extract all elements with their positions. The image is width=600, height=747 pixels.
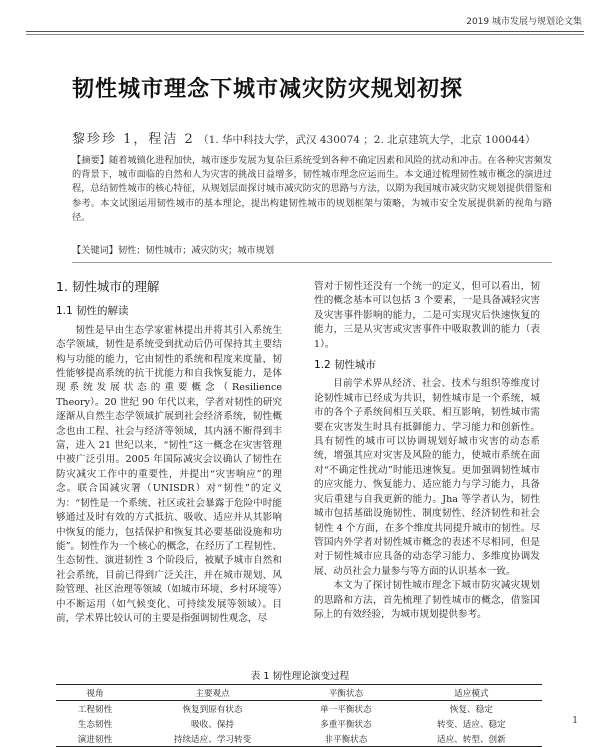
- paper-title: 韧性城市理念下城市减灾防灾规划初探: [72, 77, 464, 102]
- right-column: [314, 280, 540, 622]
- keywords-text: 韧性；韧性城市；减灾防灾；城市规划: [117, 245, 275, 256]
- table-header-cell: 视角: [86, 688, 104, 699]
- table-row: [56, 716, 542, 731]
- table-cell: 演进韧性: [77, 734, 113, 745]
- table-cell: 持续适应、学习转变: [173, 734, 252, 745]
- subsection-heading-1-1: 1.1 韧性的解读: [56, 305, 129, 318]
- section-heading-1: 1. 韧性城市的理解: [56, 279, 160, 294]
- subsection-heading-1-2: 1.2 韧性城市: [314, 359, 377, 372]
- table-caption: 表 1 韧性理论演变过程: [250, 671, 350, 682]
- body-paragraph: 管对于韧性还没有一个统一的定义，但可以看出，韧性的概念基本可以包括 3 个要素，一是具备减轻灾害及灾害事件影响的能力，二是可实现灾后快速恢复的能力，三是从灾害或灾害事件中吸取教训的能力（表 1）。: [314, 281, 540, 350]
- table-header-row: [56, 685, 542, 701]
- journal-header: 2019 城市发展与规划论文集: [466, 17, 582, 27]
- table-cell: 生态韧性: [77, 719, 113, 730]
- resilience-stages-table: [56, 684, 542, 747]
- header-rule: [26, 31, 584, 32]
- body-paragraph: 韧性是早由生态学家霍林提出并将其引入系统生态学领域，韧性是系统受到扰动后仍可保持其主要结构与功能的能力，它由韧性的系统和程度来度量，韧性能够提高系统的抗干扰能力和自我恢复能力，是体现系统发展状态的重要概念（Resilience Theory）。20 世纪 90 年代以来，学者对韧性的研究逐渐从自然生态学领域扩展到社会经济系统，韧性概念也由工程、社会与经济等领域，其内涵不断得到丰富，进入 21 世纪以来，“韧性”这一概念在灾害管理中被广泛引用。2005 年国际减灾会议确认了韧性在防灾减灾工作中的重要性，并提出“灾害响应”的理念。联合国减灾署（UNISDR）对“韧性”的定义为：“韧性是一个系统、社区或社会暴露于危险中时能够通过及时有效的方式抵抗、吸收、适应并从其影响中恢复的能力，包括保护和恢复其必要基础设施和功能”。韧性作为一个核心的概念，在经历了工程韧性、生态韧性、演进韧性 3 个阶段后，被赋予城市自然和社会系统，目前已得到广泛关注，并在城市规划、风险管理、社区治理等领域（如城市环境、乡村环境等）中不断运用（如气候变化、可持续发展等领域）。目前，学术界比较认可的主要是指强调韧性观念，尽: [56, 324, 282, 624]
- author-names: 黎珍珍 1，程洁 2: [72, 132, 195, 147]
- table-cell: 恢复到原有状态: [182, 704, 243, 715]
- table-cell: 工程韧性: [77, 704, 113, 715]
- abstract-text: 随着城镇化进程加快，城市逐步发展为复杂巨系统受到各种不确定因素和风险的扰动和冲击。在各种灾害频发的背景下，城市面临的自然和人为灾害的挑战日益增多，韧性城市理念应运而生。本文通过梳理韧性城市概念的演进过程，总结韧性城市的核心特征，从规划层面探讨城市减灾防灾的思路与方法，以期为我国城市减灾防灾规划提供借鉴和参考。本文试图运用韧性城市的基本理论，提出构建韧性城市的规划框架与策略，为城市安全发展提供新的视角与路径。: [72, 155, 553, 223]
- abstract-label: 【摘要】: [72, 155, 109, 166]
- page-number: 1: [572, 716, 578, 726]
- table-cell: 单一平衡状态: [320, 704, 372, 715]
- table-row: [56, 731, 542, 747]
- table-cell: 适应、转型、创新: [436, 734, 506, 745]
- author-line: [72, 128, 536, 147]
- keywords-label: 【关键词】: [72, 245, 118, 256]
- table-header-cell: 适应模式: [454, 688, 489, 699]
- keywords: [72, 242, 552, 256]
- table-row: [56, 701, 542, 717]
- abstract: [72, 154, 552, 225]
- left-column: [56, 280, 282, 626]
- table-cell: 吸收、保持: [191, 719, 235, 730]
- table-cell: 恢复、稳定: [449, 704, 493, 715]
- table-cell: 非平衡状态: [324, 734, 368, 745]
- body-paragraph: 目前学术界从经济、社会、技术与组织等维度讨论韧性城市已经成为共识，韧性城市是一个系统，城市的各个子系统间相互关联、相互影响，韧性城市需要在灾害发生时具有抵御能力、学习能力和创新性。具有韧性的城市可以协调规划好城市灾害的动态系统，增强其应对灾害及风险的能力，使城市系统在面对“不确定性扰动”时能迅速恢复。更加强调韧性城市的应灾能力、恢复能力、适应能力与学习能力，具备灾后重建与自我更新的能力。Jha 等学者认为，韧性城市包括基础设施韧性、制度韧性、经济韧性和社会韧性 4 个方面，在多个维度共同提升城市的韧性。尽管国内外学者对韧性城市概念的表述不尽相同，但是对于韧性城市应具备的动态学习能力、多维度协调发展、动员社会力量参与等方面的认识基本一致。: [314, 378, 540, 577]
- table-cell: 转变、适应、稳定: [436, 719, 506, 730]
- table-cell: 多重平衡状态: [320, 719, 372, 730]
- table-header-cell: 平衡状态: [328, 688, 364, 699]
- header-rule-thin: [26, 34, 584, 35]
- abstract-divider: [72, 262, 552, 263]
- author-affiliations: （1. 华中科技大学，武汉 430074 ；2. 北京建筑大学，北京 100044）: [198, 134, 536, 146]
- table-header-cell: 主要观点: [195, 688, 230, 699]
- body-paragraph: 本文为了探讨韧性城市理念下城市防灾减灾规划的思路和方法，首先梳理了韧性城市的概念，借鉴国际上的有效经验，为城市规划提供参考。: [314, 580, 540, 620]
